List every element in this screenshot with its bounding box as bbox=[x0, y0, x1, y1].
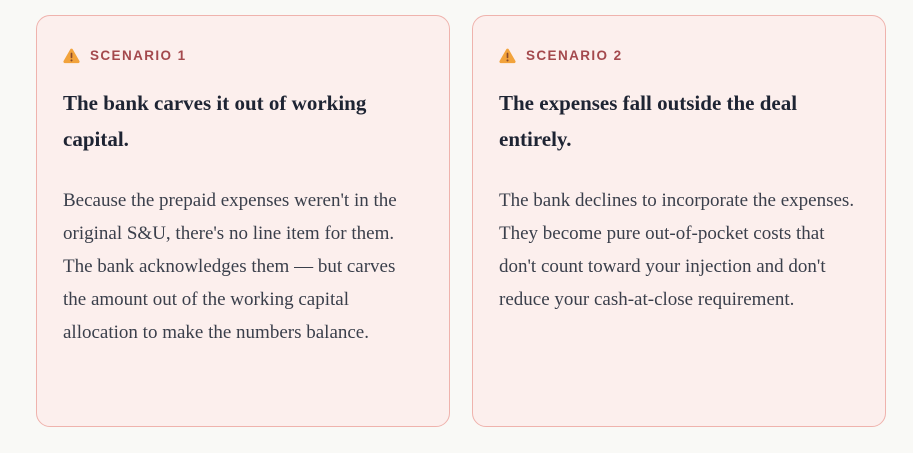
scenario-label-row bbox=[63, 47, 423, 65]
scenario-label-row bbox=[499, 47, 859, 65]
scenario-heading: The expenses fall outside the deal entirely. bbox=[499, 91, 798, 151]
scenario-card-2 bbox=[472, 15, 886, 427]
scenario-label: SCENARIO 1 bbox=[90, 48, 187, 63]
warning-icon bbox=[499, 48, 516, 64]
scenario-label: SCENARIO 2 bbox=[526, 48, 623, 63]
scenario-heading: The bank carves it out of working capital. bbox=[63, 91, 367, 151]
scenario-body: The bank declines to incorporate the expenses. They become pure out-of-pocket costs that don't count toward your injection and don't reduce your cash-at-close requirement. bbox=[499, 190, 855, 310]
scenario-body: Because the prepaid expenses weren't in the original S&U, there's no line item for them. The bank acknowledges them — but carves the amount out of the working capital allocation to make the numbers balance. bbox=[63, 190, 397, 343]
warning-icon bbox=[63, 48, 80, 64]
scenario-card-1 bbox=[36, 15, 450, 427]
